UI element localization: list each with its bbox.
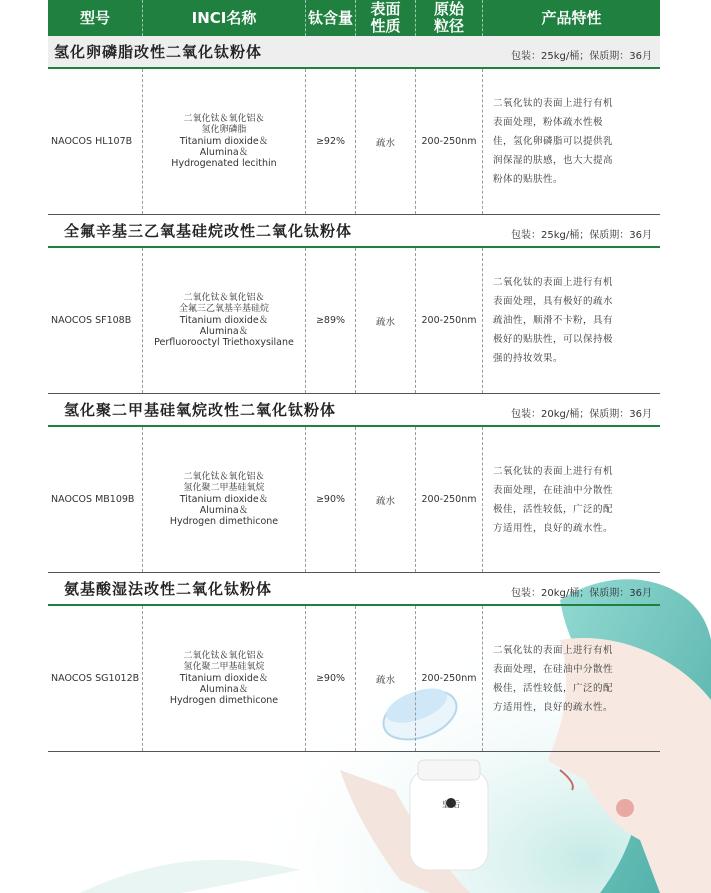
inci-cell: 二氧化钛＆氧化铝＆ 氢化卵磷脂 Titanium dioxide＆ Alumina＆ Hydrogenated lecithin xyxy=(143,69,306,214)
surface-cell: 疏水 xyxy=(356,427,416,572)
inci-cell: 二氧化钛＆氧化铝＆ 全氟三乙氧基辛基硅烷 Titanium dioxide＆ Alumina＆ Perfluorooctyl Triethoxysilane xyxy=(143,248,306,393)
table-row xyxy=(48,606,660,752)
header-features: 产品特性 xyxy=(541,8,602,27)
inci-cell: 二氧化钛＆氧化铝＆ 氢化聚二甲基硅氧烷 Titanium dioxide＆ Alumina＆ Hydrogen dimethicone xyxy=(143,606,306,751)
header-inci: INCI名称 xyxy=(143,0,306,36)
ti-content-cell: ≥90% xyxy=(306,606,356,751)
table-row xyxy=(48,248,660,394)
features-cell: 二氧化钛的表面上进行有机 表面处理，粉体疏水性极 佳，氢化卵磷脂可以提供乳 润保湿的肤感，也大大提高 粉体的贴肤性。 xyxy=(493,98,614,185)
section-title: 全氟辛基三乙氧基硅烷改性二氧化钛粉体 xyxy=(64,222,353,240)
packing-info: 包装：25kg/桶；保质期：36月 xyxy=(511,230,652,241)
product-table xyxy=(48,0,660,752)
surface-cell: 疏水 xyxy=(356,606,416,751)
section-title-bar xyxy=(48,573,660,606)
earring xyxy=(616,799,634,817)
packing-info: 包装：25kg/桶；保质期：36月 xyxy=(511,51,652,62)
surface-cell: 疏水 xyxy=(356,69,416,214)
surface-cell: 疏水 xyxy=(356,248,416,393)
table-row xyxy=(48,69,660,215)
model-cell: NAOCOS HL107B xyxy=(48,69,143,214)
size-cell: 200-250nm xyxy=(416,69,483,214)
section-title-bar xyxy=(48,36,660,69)
cream-jar xyxy=(410,760,488,870)
section-title-bar xyxy=(48,394,660,427)
header-size: 原始 粒径 xyxy=(416,0,483,36)
header-model: 型号 xyxy=(48,0,143,36)
ti-content-cell: ≥92% xyxy=(306,69,356,214)
section-title: 氨基酸湿法改性二氧化钛粉体 xyxy=(64,580,273,598)
features-cell: 二氧化钛的表面上进行有机 表面处理，在硅油中分散性 极佳，活性较低，广泛的配 方适用性，良好的疏水性。 xyxy=(493,644,614,713)
section-title-bar xyxy=(48,215,660,248)
model-cell: NAOCOS SG1012B xyxy=(48,606,143,751)
ti-content-cell: ≥89% xyxy=(306,248,356,393)
size-cell: 200-250nm xyxy=(416,606,483,751)
size-cell: 200-250nm xyxy=(416,427,483,572)
features-cell: 二氧化钛的表面上进行有机 表面处理，在硅油中分散性 极佳，活性较低，广泛的配 方适用性，良好的疏水性。 xyxy=(493,465,614,534)
table-header xyxy=(48,0,660,36)
table-row xyxy=(48,427,660,573)
section-title: 氢化聚二甲基硅氧烷改性二氧化钛粉体 xyxy=(64,401,337,419)
packing-info: 包装：20kg/桶；保质期：36月 xyxy=(511,588,652,599)
jar-label: 皇 后 xyxy=(441,800,461,809)
model-cell: NAOCOS MB109B xyxy=(48,427,143,572)
header-ti-content: 钛含量 xyxy=(306,0,356,36)
size-cell: 200-250nm xyxy=(416,248,483,393)
packing-info: 包装：20kg/桶；保质期：36月 xyxy=(511,409,652,420)
features-cell: 二氧化钛的表面上进行有机 表面处理，具有极好的疏水 疏油性，顺滑不卡粉，具有 极好的贴肤性，可以保持极 强的持妆效果。 xyxy=(493,277,614,364)
header-surface: 表面 性质 xyxy=(356,0,416,36)
model-cell: NAOCOS SF108B xyxy=(48,248,143,393)
section-title: 氢化卵磷脂改性二氧化钛粉体 xyxy=(54,43,263,61)
ti-content-cell: ≥90% xyxy=(306,427,356,572)
inci-cell: 二氧化钛＆氧化铝＆ 氢化聚二甲基硅氧烷 Titanium dioxide＆ Alumina＆ Hydrogen dimethicone xyxy=(143,427,306,572)
